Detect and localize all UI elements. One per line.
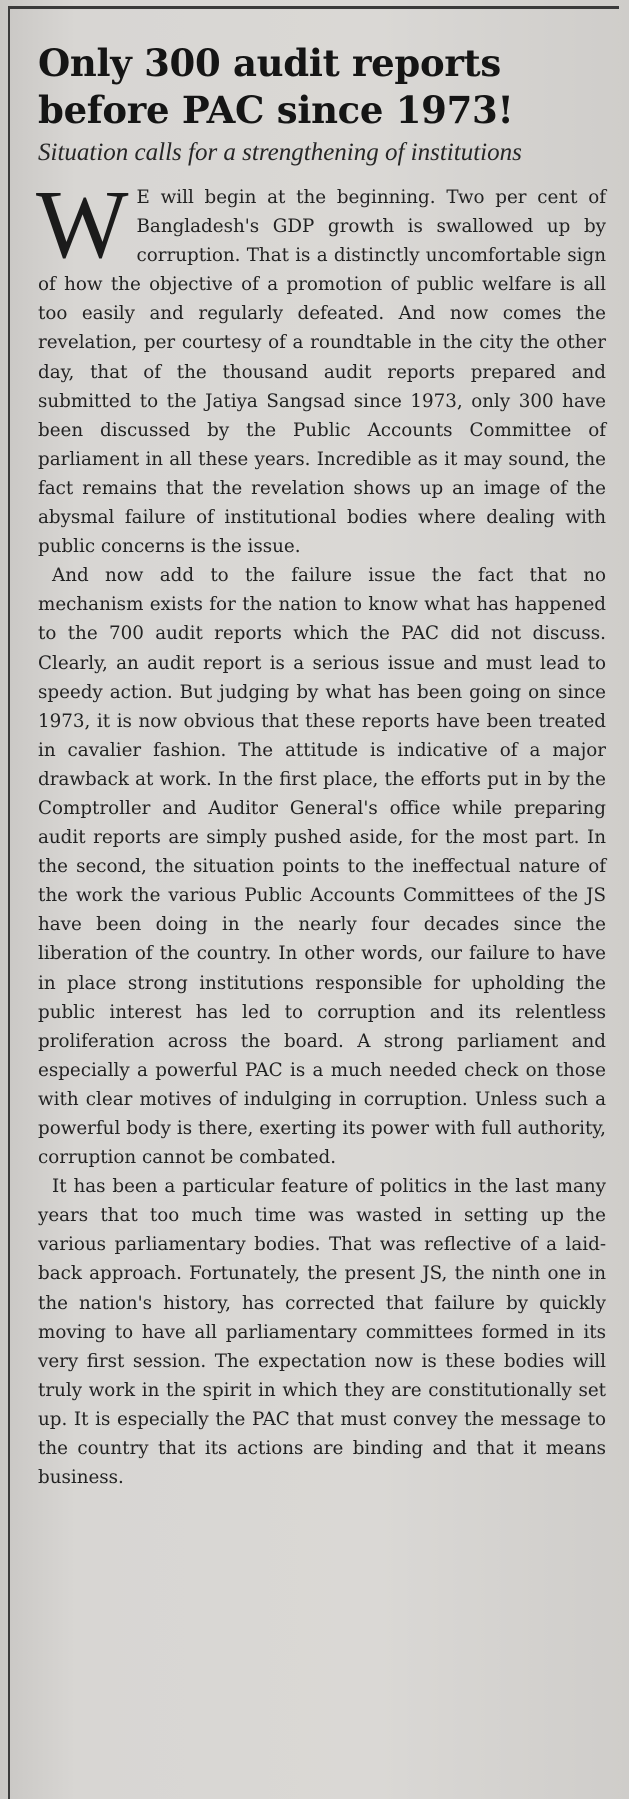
paragraph-2: And now add to the failure issue the fact that no mechanism exists for the nation to know what has happened to the 700 audit reports which the PAC did not discuss. Clearly, an audit report is a serious issue and must lead to speedy action. But judging by what has been going on since 1973, it is now obvious that these reports have been treated in cavalier fashion. The attitude is indicative of a major drawback at work. In the first place, the efforts put in by the Comptroller and Auditor General's office while preparing audit reports are simply pushed aside, for the most part. In the second, the situation points to the ineffectual nature of the work the various Public Accounts Committees of the JS have been doing in the nearly four decades since the liberation of the country. In other words, our failure to have in place strong institutions responsible for upholding the public interest has led to corruption and its relentless proliferation across the board. A strong parliament and especially a powerful PAC is a much needed check on those with clear motives of indulging in corruption. Unless such a powerful body is there, exerting its power with full authority, corruption cannot be combated.	[38, 565, 606, 1169]
left-rule	[8, 6, 10, 1799]
paragraph-1	[36, 171, 606, 561]
drop-cap: W	[36, 171, 129, 279]
subheadline: Situation calls for a strengthening of institutions	[38, 139, 522, 166]
top-rule	[8, 6, 619, 9]
article-body	[36, 171, 606, 1492]
editorial-article	[38, 40, 606, 1492]
paragraph-1-text: E will begin at the beginning. Two per cent of Bangladesh's GDP growth is swallowed up by corruption. That is a distinctly uncomfortable sign of how the objective of a promotion of public welfare is all too easily and regularly defeated. And now comes the revelation, per courtesy of a roundtable in the city the other day, that of the thousand audit reports prepared and submitted to the Jatiya Sangsad since 1973, only 300 have been discussed by the Public Accounts Committee of parliament in all these years. Incredible as it may sound, the fact remains that the revelation shows up an image of the abysmal failure of institutional bodies where dealing with public concerns is the issue.	[38, 187, 606, 558]
headline: Only 300 audit reports before PAC since 1973!	[38, 41, 514, 132]
paragraph-3: It has been a particular feature of politics in the last many years that too much time was wasted in setting up the various parliamentary bodies. That was reflective of a laid-back approach. Fortunately, the present JS, the ninth one in the nation's history, has corrected that failure by quickly moving to have all parliamentary committees formed in its very first session. The expectation now is these bodies will truly work in the spirit in which they are constitutionally set up. It is especially the PAC that must convey the message to the country that its actions are binding and that it means business.	[38, 1176, 606, 1489]
